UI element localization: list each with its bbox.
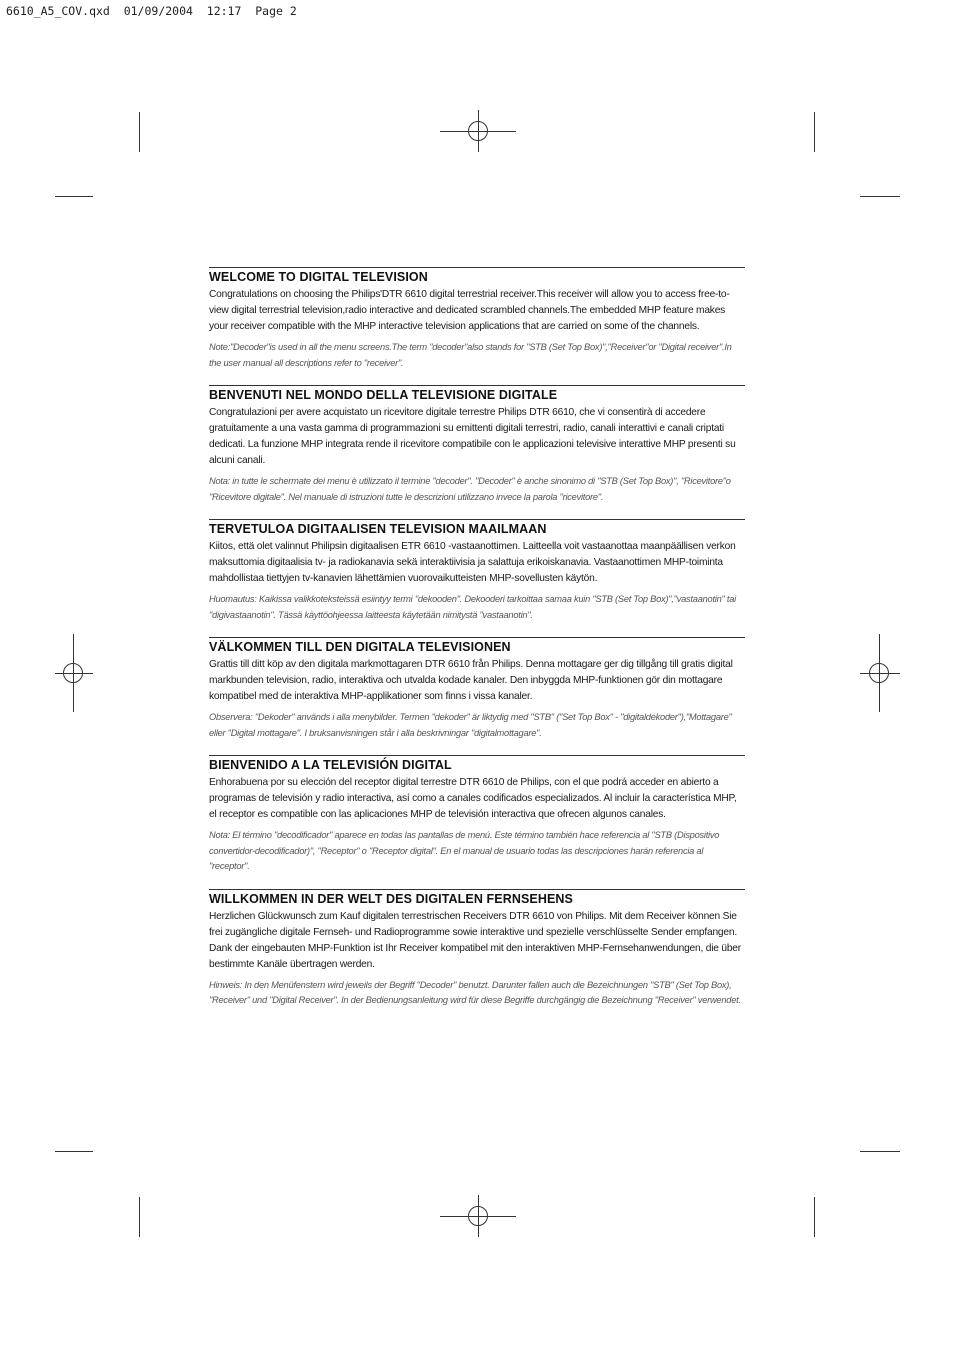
section-body: Congratulations on choosing the Philips'DTR 6610 digital terrestrial receiver.This receiver will allow you to access free-to-view digital terrestrial television,radio interactive and dedicated scrambled channels.The embedded MHP feature makes your receiver compatible with the MHP interactive television applications that are carried on some of the channels. [209,289,730,332]
print-slug: 6610_A5_COV.qxd 01/09/2004 12:17 Page 2 [6,4,297,18]
section-note: Hinweis: In den Menüfenstern wird jeweils der Begriff "Decoder" benutzt. Darunter fallen auch die Bezeichnungen "STB" (Set Top Box), "Receiver" und "Digital Receiver". In der Bedienungsanleitung wird für diese Begriffe durchgängig die Bezeichnung "Receiver" verwendet. [209,979,741,1005]
section-note: Nota: El término "decodificador" aparece en todas las pantallas de menú. Este término también hace referencia al "STB (Dispositivo convertidor-decodificador)", "Receptor" o "Receptor digital". En el manual de usuario todas las descripciones harán referencia al "receptor". [209,830,720,871]
section-note: Nota: in tutte le schermate dei menu è utilizzato il termine "decoder". "Decoder" è anche sinonimo di "STB (Set Top Box)", "Ricevitore"o "Ricevitore digitale". Nel manuale di istruzioni tutte le descrizioni utilizzano invece la parola "ricevitore". [209,476,731,502]
section-note: Huomautus: Kaikissa valikkoteksteissä esiintyy termi "dekooden". Dekooderi tarkoittaa samaa kuin "STB (Set Top Box)","vastaanotin" tai "digivastaanotin". Tässä käyttöohjeessa laitteesta käytetään nimitystä "vastaanotin". [209,594,736,620]
section-body: Herzlichen Glückwunsch zum Kauf digitalen terrestrischen Receivers DTR 6610 von Philips. Mit dem Receiver können Sie frei zugängliche digitale Fernseh- und Radioprogramme sowie interaktive und spezielle verschlüsselte Sender empfangen. Dank der eingebauten MHP-Funktion ist Ihr Receiver kompatibel mit den interaktiven MHP-Fernsehanwendungen, die über bestimmte Kanäle übertragen werden. [209,910,741,970]
section-title: BIENVENIDO A LA TELEVISIÓN DIGITAL [209,758,452,772]
registration-mark-right [860,634,900,712]
section-title: VÄLKOMMEN TILL DEN DIGITALA TELEVISIONEN [209,640,511,654]
section-body: Grattis till ditt köp av den digitala markmottagaren DTR 6610 från Philips. Denna mottagare ger dig tillgång till gratis digital markbunden television, radio, interaktiva och utvalda kodade kanaler. Den inbyggda MHP-funktionen gör din mottagare kompatibel med de interaktiva MHP-applikationer som finns i vissa kanaler. [209,659,733,702]
section-german [209,889,745,1009]
section-title: BENVENUTI NEL MONDO DELLA TELEVISIONE DIGITALE [209,388,558,402]
section-swedish [209,637,745,741]
section-body: Congratulazioni per avere acquistato un ricevitore digitale terrestre Philips DTR 6610, che vi consentirà di accedere gratuitamente a una vasta gamma di programmazioni su emittenti digitali terrestri, radio, canali interattivi e canali criptati dedicati. La funzione MHP integrata rende il ricevitore compatibile con le applicazioni televisive interattive MHP presenti su alcuni canali. [209,407,736,466]
section-italian [209,385,745,505]
welcome-content [209,267,745,1023]
registration-mark-top [440,110,516,152]
section-title: TERVETULOA DIGITAALISEN TELEVISION MAAILMAAN [209,522,547,536]
section-english [209,267,745,371]
section-title: WILLKOMMEN IN DER WELT DES DIGITALEN FERNSEHENS [209,891,573,906]
crop-mark-bottom-right-horizontal [860,1151,900,1152]
registration-mark-bottom [440,1195,516,1237]
section-finnish [209,519,745,623]
section-body: Enhorabuena por su elección del receptor digital terrestre DTR 6610 de Philips, con el que podrá acceder en abierto a programas de televisión y radio interactiva, así como a canales codificados especializados. Al incluir la característica MHP, el receptor es compatible con las aplicaciones MHP de televisión interactiva que ofrecen algunos canales. [209,777,737,820]
crop-mark-bottom-right-vertical [814,1197,815,1237]
crop-mark-bottom-left-vertical [139,1197,140,1237]
crop-mark-top-right-horizontal [860,196,900,197]
section-note: Observera: "Dekoder" används i alla menybilder. Termen "dekoder" är liktydig med "STB" ("Set Top Box" - "digitaldekoder"),"Mottagare" eller "Digital mottagare". I bruksanvisningen står i alla beskrivningar "digitalmottagare". [209,712,732,738]
registration-mark-left [55,634,93,712]
crop-mark-top-right-vertical [814,112,815,152]
section-spanish [209,755,745,875]
crop-mark-top-left-horizontal [55,196,93,197]
section-body: Kiitos, että olet valinnut Philipsin digitaalisen ETR 6610 -vastaanottimen. Laitteella voit vastaanottaa maanpäällisen verkon maksuttomia digitaalisia tv- ja radiokanavia sekä interaktiivisia ja salattuja erikoiskanavia. Vastaanottimen MHP-toiminta mahdollistaa tiettyjen tv-kanavien lähettämien vuorovaikutteisten MHP-sovellusten käytön. [209,541,736,584]
crop-mark-bottom-left-horizontal [55,1151,93,1152]
section-note: Note:"Decoder"is used in all the menu screens.The term "decoder"also stands for "STB (Set Top Box)","Receiver"or "Digital receiver".In the user manual all descriptions refer to "receiver". [209,342,732,368]
crop-mark-top-left-vertical [139,112,140,152]
section-title: WELCOME TO DIGITAL TELEVISION [209,270,428,284]
